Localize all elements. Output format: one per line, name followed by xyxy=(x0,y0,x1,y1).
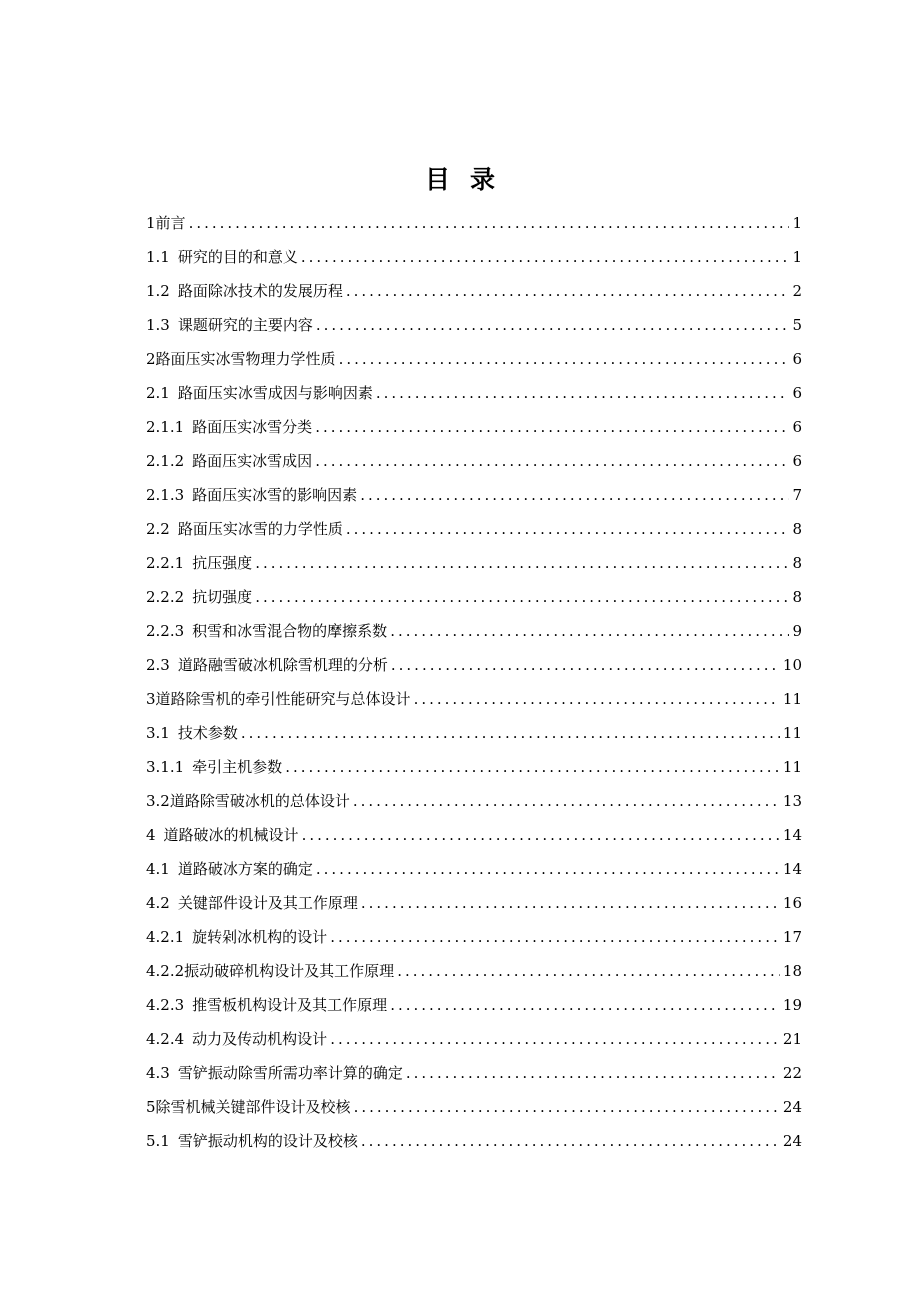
toc-dot-leader xyxy=(189,206,790,240)
toc-entry[interactable] xyxy=(146,308,802,342)
toc-entry-title: 积雪和冰雪混合物的摩擦系数 xyxy=(192,622,388,640)
toc-entry-number: 2.2.3 xyxy=(146,622,185,640)
toc-entry[interactable] xyxy=(146,580,802,614)
toc-dot-leader xyxy=(360,478,789,512)
toc-entry-number: 4.2.2 xyxy=(146,962,185,980)
toc-entry-number: 4.3 xyxy=(146,1064,170,1082)
toc-entry-title: 抗压强度 xyxy=(192,554,253,572)
toc-entry-page-number: 1 xyxy=(792,248,802,266)
toc-entry-page-number: 22 xyxy=(782,1064,802,1082)
toc-entry-page-number: 14 xyxy=(782,826,802,844)
toc-entry-title: 路面压实冰雪的力学性质 xyxy=(177,520,343,538)
toc-entry-page-number: 2 xyxy=(792,282,802,300)
toc-entry-number: 3 xyxy=(146,690,156,708)
toc-entry-number: 2.3 xyxy=(146,656,170,674)
toc-entry[interactable] xyxy=(146,478,802,512)
toc-dot-leader xyxy=(390,614,789,648)
toc-entry-title: 技术参数 xyxy=(177,724,238,742)
toc-dot-leader xyxy=(346,274,790,308)
toc-entry[interactable] xyxy=(146,784,802,818)
toc-entry-page-number: 19 xyxy=(782,996,802,1014)
toc-entry-number: 2 xyxy=(146,350,156,368)
toc-entry[interactable] xyxy=(146,240,802,274)
toc-entry-title: 道路融雪破冰机除雪机理的分析 xyxy=(177,656,388,674)
toc-entry-number: 4 xyxy=(146,826,156,844)
toc-entry-title: 雪铲振动除雪所需功率计算的确定 xyxy=(177,1064,403,1082)
toc-entry-title: 研究的目的和意义 xyxy=(177,248,298,266)
toc-entry-title: 动力及传动机构设计 xyxy=(192,1030,328,1048)
toc-entry-number: 1 xyxy=(146,214,156,232)
toc-entry-page-number: 18 xyxy=(782,962,802,980)
toc-entry[interactable] xyxy=(146,886,802,920)
toc-entry-page-number: 6 xyxy=(792,452,802,470)
toc-entry[interactable] xyxy=(146,410,802,444)
toc-dot-leader xyxy=(390,988,780,1022)
toc-entry-title: 除雪机械关键部件设计及校核 xyxy=(155,1098,351,1116)
toc-dot-leader xyxy=(315,444,789,478)
toc-entry-number: 2.1.2 xyxy=(146,452,185,470)
toc-dot-leader xyxy=(302,818,780,852)
toc-entry[interactable] xyxy=(146,512,802,546)
toc-dot-leader xyxy=(285,750,780,784)
toc-dot-leader xyxy=(255,580,789,614)
toc-entry-page-number: 6 xyxy=(792,350,802,368)
toc-entry-page-number: 24 xyxy=(782,1098,802,1116)
toc-list xyxy=(146,206,802,1158)
toc-entry[interactable] xyxy=(146,682,802,716)
toc-entry[interactable] xyxy=(146,818,802,852)
toc-entry-page-number: 6 xyxy=(792,384,802,402)
toc-entry-number: 2.2.2 xyxy=(146,588,185,606)
toc-entry-page-number: 11 xyxy=(782,758,802,776)
toc-entry-title: 推雪板机构设计及其工作原理 xyxy=(192,996,388,1014)
toc-entry-title: 振动破碎机构设计及其工作原理 xyxy=(184,962,395,980)
toc-entry-number: 4.2.3 xyxy=(146,996,185,1014)
toc-entry[interactable] xyxy=(146,988,802,1022)
toc-entry-title: 路面压实冰雪分类 xyxy=(192,418,313,436)
toc-entry-number: 4.2 xyxy=(146,894,170,912)
toc-dot-leader xyxy=(316,852,780,886)
toc-dot-leader xyxy=(330,920,780,954)
toc-entry-title: 道路除雪机的牵引性能研究与总体设计 xyxy=(155,690,411,708)
toc-dot-leader xyxy=(346,512,790,546)
toc-entry-title: 旋转剁冰机构的设计 xyxy=(192,928,328,946)
toc-dot-leader xyxy=(353,784,780,818)
toc-entry-title: 抗切强度 xyxy=(192,588,253,606)
toc-title: 目录 xyxy=(424,165,515,194)
toc-entry-title: 路面除冰技术的发展历程 xyxy=(177,282,343,300)
toc-entry-title: 关键部件设计及其工作原理 xyxy=(177,894,358,912)
toc-entry-number: 4.1 xyxy=(146,860,170,878)
toc-entry-page-number: 13 xyxy=(782,792,802,810)
toc-entry-page-number: 14 xyxy=(782,860,802,878)
toc-entry[interactable] xyxy=(146,274,802,308)
toc-entry-title: 道路破冰的机械设计 xyxy=(163,826,299,844)
toc-entry-page-number: 8 xyxy=(792,520,802,538)
toc-dot-leader xyxy=(330,1022,780,1056)
toc-entry-number: 4.2.1 xyxy=(146,928,185,946)
toc-dot-leader xyxy=(361,1124,780,1158)
toc-dot-leader xyxy=(376,376,790,410)
toc-entry[interactable] xyxy=(146,376,802,410)
toc-entry[interactable] xyxy=(146,614,802,648)
toc-entry-number: 2.2 xyxy=(146,520,170,538)
toc-dot-leader xyxy=(361,886,780,920)
toc-dot-leader xyxy=(354,1090,780,1124)
toc-dot-leader xyxy=(315,410,789,444)
toc-dot-leader xyxy=(241,716,780,750)
toc-entry-number: 4.2.4 xyxy=(146,1030,185,1048)
toc-entry[interactable] xyxy=(146,342,802,376)
toc-entry-page-number: 16 xyxy=(782,894,802,912)
toc-entry-number: 2.1.1 xyxy=(146,418,185,436)
toc-entry-number: 2.1.3 xyxy=(146,486,185,504)
toc-entry-number: 5 xyxy=(146,1098,156,1116)
toc-dot-leader xyxy=(397,954,780,988)
toc-entry[interactable] xyxy=(146,648,802,682)
toc-entry-title: 雪铲振动机构的设计及校核 xyxy=(177,1132,358,1150)
toc-dot-leader xyxy=(255,546,789,580)
toc-entry-title: 课题研究的主要内容 xyxy=(177,316,313,334)
toc-entry[interactable] xyxy=(146,716,802,750)
toc-entry[interactable] xyxy=(146,1056,802,1090)
toc-entry-number: 1.2 xyxy=(146,282,170,300)
toc-entry[interactable] xyxy=(146,954,802,988)
toc-entry[interactable] xyxy=(146,1090,802,1124)
toc-entry-number: 3.1.1 xyxy=(146,758,185,776)
toc-entry[interactable] xyxy=(146,546,802,580)
toc-dot-leader xyxy=(339,342,790,376)
toc-entry-page-number: 11 xyxy=(782,690,802,708)
toc-entry-page-number: 8 xyxy=(792,554,802,572)
toc-entry-page-number: 11 xyxy=(782,724,802,742)
toc-entry-number: 5.1 xyxy=(146,1132,170,1150)
toc-entry-page-number: 1 xyxy=(792,214,802,232)
toc-dot-leader xyxy=(301,240,790,274)
toc-entry-page-number: 17 xyxy=(782,928,802,946)
toc-dot-leader xyxy=(414,682,780,716)
toc-entry-number: 1.3 xyxy=(146,316,170,334)
toc-entry-title: 路面压实冰雪成因 xyxy=(192,452,313,470)
toc-entry-number: 3.1 xyxy=(146,724,170,742)
toc-entry-number: 3.2 xyxy=(146,792,170,810)
toc-entry[interactable] xyxy=(146,1124,802,1158)
toc-entry-number: 2.1 xyxy=(146,384,170,402)
toc-entry[interactable] xyxy=(146,1022,802,1056)
toc-entry-page-number: 24 xyxy=(782,1132,802,1150)
toc-entry[interactable] xyxy=(146,852,802,886)
toc-entry[interactable] xyxy=(146,750,802,784)
toc-entry-number: 2.2.1 xyxy=(146,554,185,572)
toc-entry[interactable] xyxy=(146,444,802,478)
toc-entry-title: 道路除雪破冰机的总体设计 xyxy=(169,792,350,810)
toc-dot-leader xyxy=(316,308,790,342)
toc-entry-page-number: 7 xyxy=(792,486,802,504)
toc-entry-page-number: 8 xyxy=(792,588,802,606)
toc-entry-title: 道路破冰方案的确定 xyxy=(177,860,313,878)
toc-entry[interactable] xyxy=(146,206,802,240)
toc-dot-leader xyxy=(406,1056,780,1090)
toc-entry-page-number: 5 xyxy=(792,316,802,334)
toc-entry-page-number: 10 xyxy=(782,656,802,674)
toc-entry-title: 牵引主机参数 xyxy=(192,758,283,776)
toc-entry-page-number: 9 xyxy=(792,622,802,640)
toc-entry-title: 前言 xyxy=(155,214,186,232)
toc-entry-number: 1.1 xyxy=(146,248,170,266)
toc-entry-title: 路面压实冰雪的影响因素 xyxy=(192,486,358,504)
toc-entry[interactable] xyxy=(146,920,802,954)
toc-entry-page-number: 6 xyxy=(792,418,802,436)
toc-entry-title: 路面压实冰雪成因与影响因素 xyxy=(177,384,373,402)
toc-entry-page-number: 21 xyxy=(782,1030,802,1048)
toc-dot-leader xyxy=(391,648,780,682)
toc-entry-title: 路面压实冰雪物理力学性质 xyxy=(155,350,336,368)
